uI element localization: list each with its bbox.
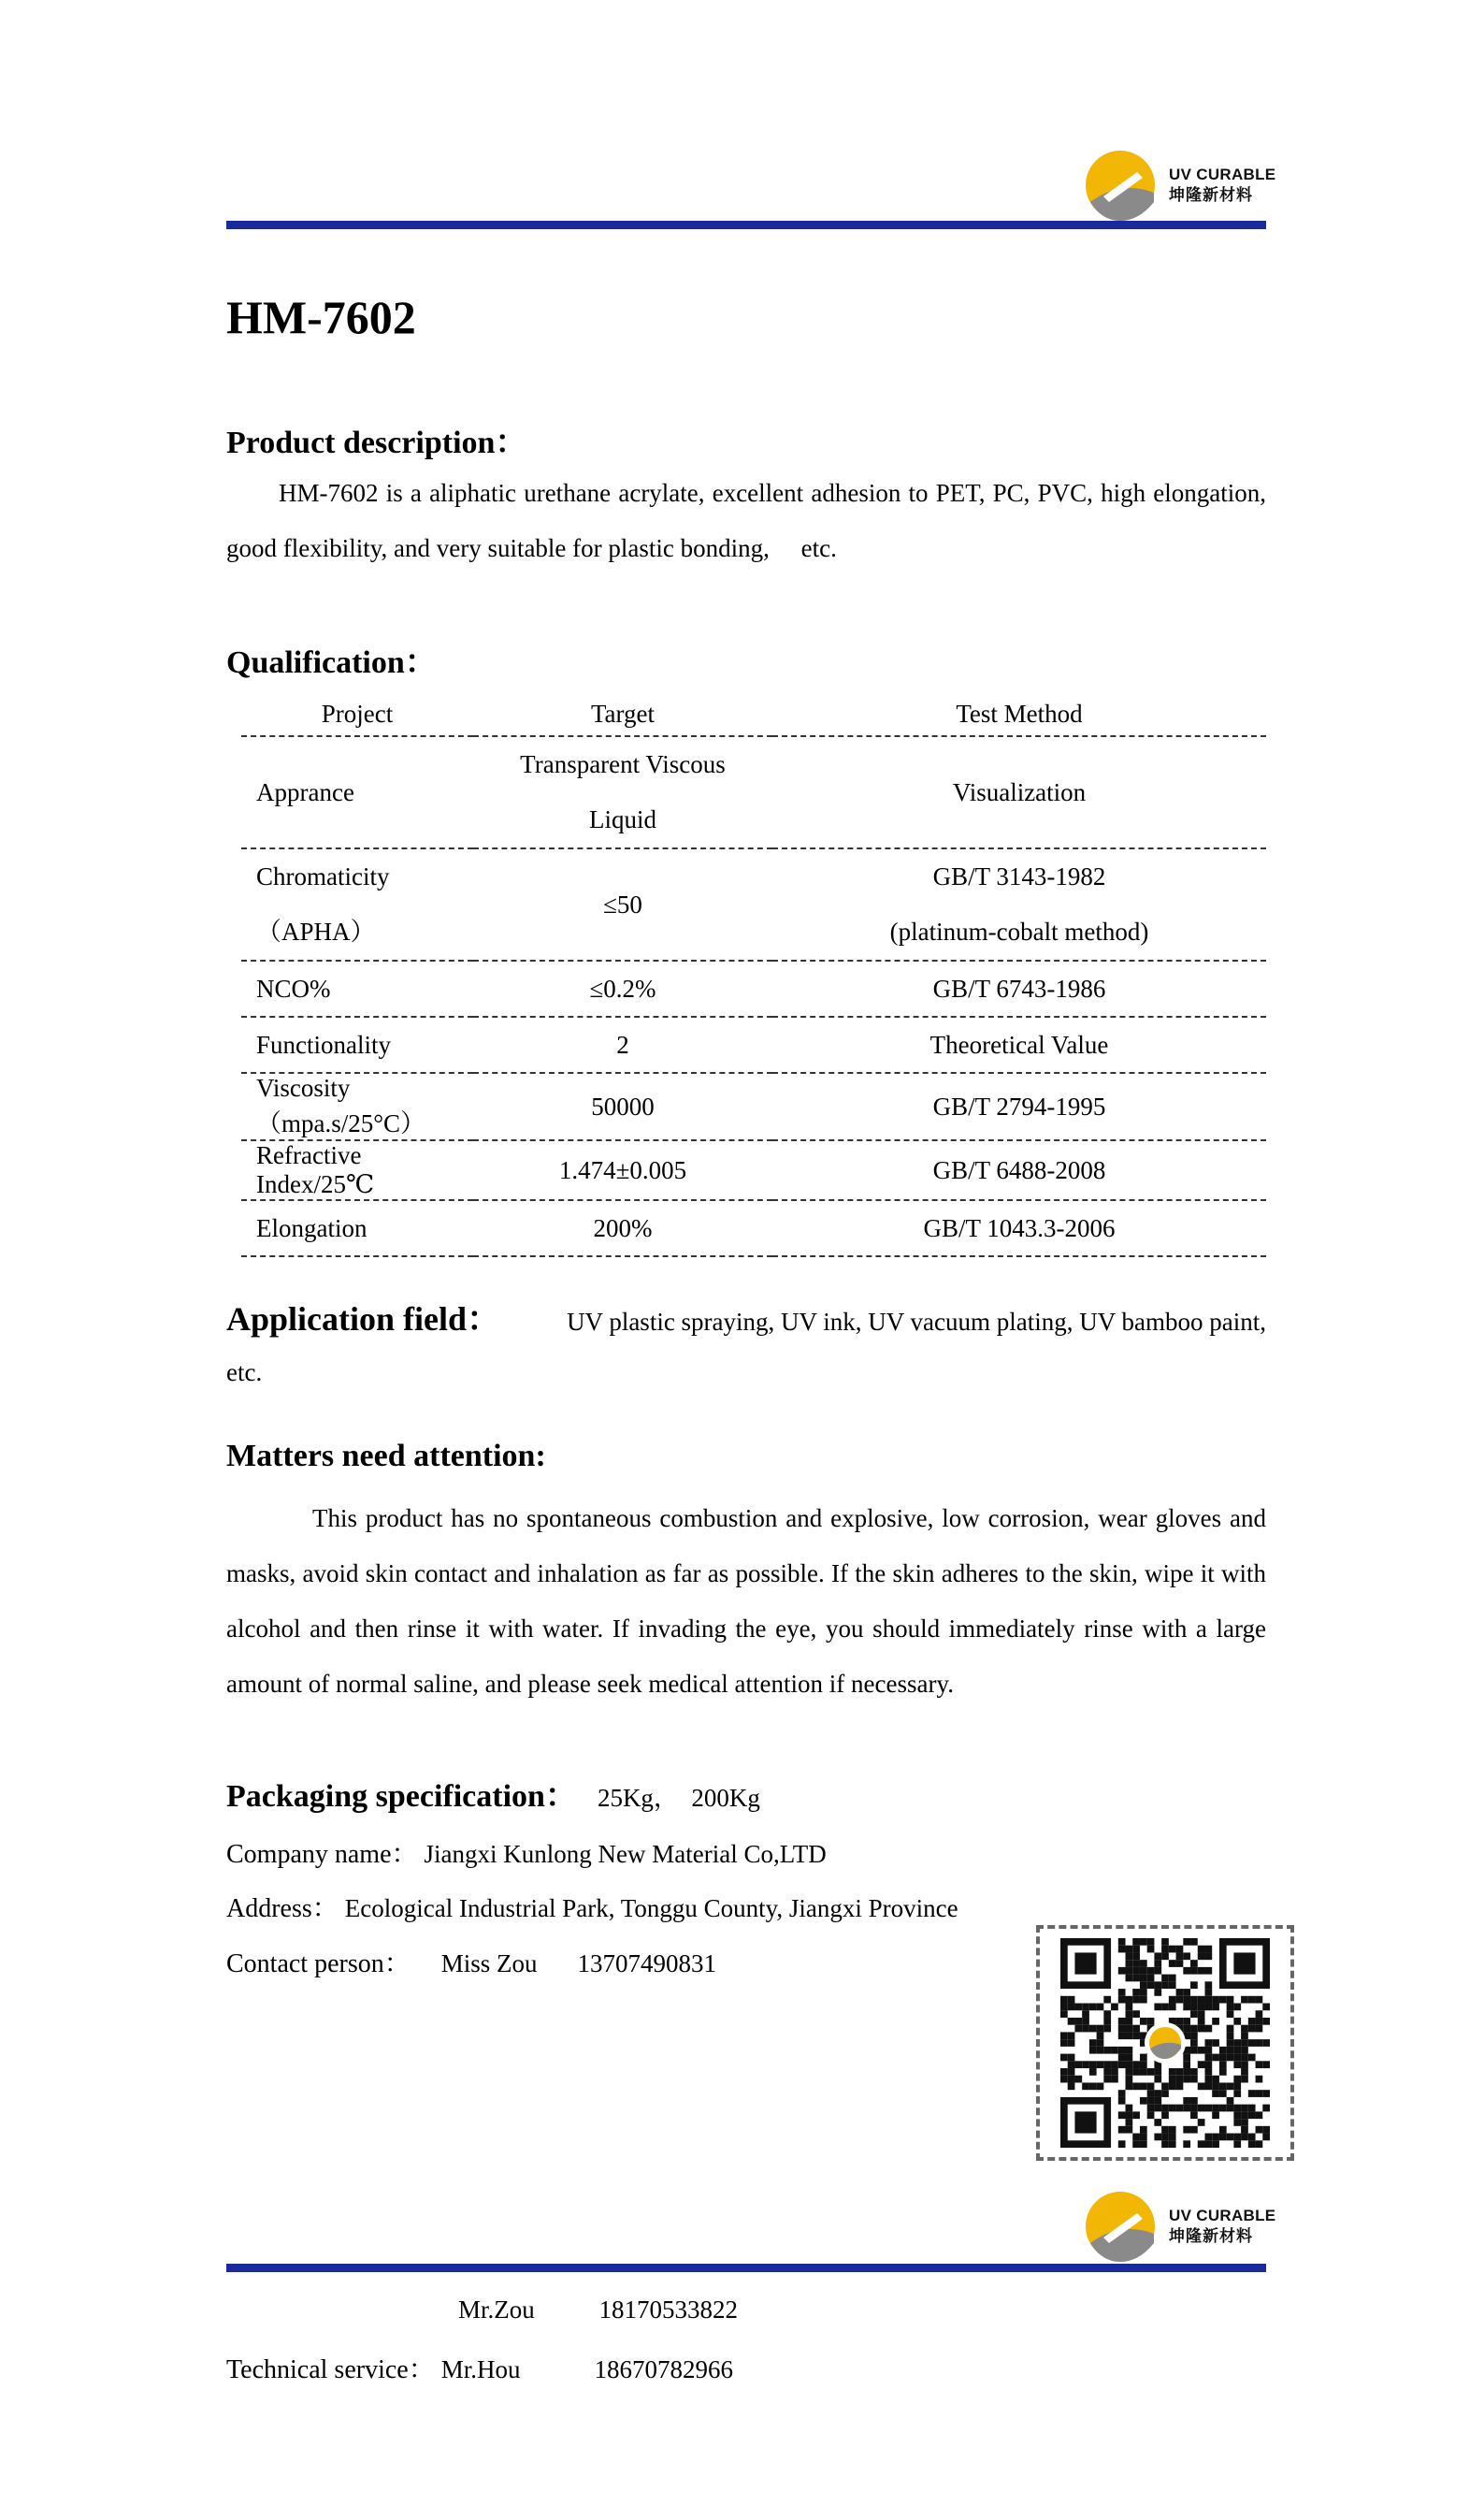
company-line xyxy=(226,1833,827,1871)
table-row xyxy=(241,1140,1266,1200)
attention-text: This product has no spontaneous combustion and explosive, low corrosion, wear gloves and masks, avoid skin contact and inhalation as far as possible. If the skin adheres to the skin, wipe it with alcohol and then rinse it with water. If invading the eye, you should immediately rinse with a large amount of normal saline, and please seek medical attention if necessary. xyxy=(226,1504,1266,1698)
column-header-project: Project xyxy=(241,692,473,736)
column-header-target: Target xyxy=(473,692,772,736)
technical-label: Technical service： xyxy=(226,2355,435,2384)
cell-method: GB/T 6488-2008 xyxy=(772,1140,1266,1200)
address-value: Ecological Industrial Park, Tonggu County, Jiangxi Province xyxy=(344,1894,958,1922)
footer-rule xyxy=(226,2264,1266,2272)
table-row xyxy=(241,1017,1266,1073)
cell-target: 200% xyxy=(473,1200,772,1256)
technical-phone: 18670782966 xyxy=(594,2355,733,2383)
application-heading: Application field： xyxy=(226,1300,501,1338)
header-logo xyxy=(1083,148,1275,223)
cell-method-line2: (platinum-cobalt method) xyxy=(889,918,1149,946)
cell-project: Elongation xyxy=(241,1200,473,1256)
application-text-end: etc. xyxy=(226,1358,263,1386)
cell-target xyxy=(473,736,772,848)
packaging-value: 25Kg， 200Kg xyxy=(597,1784,760,1812)
attention-heading: Matters need attention: xyxy=(226,1439,546,1473)
company-logo-icon xyxy=(1083,2189,1158,2264)
cell-project: Refractive Index/25℃ xyxy=(241,1140,473,1200)
packaging-line xyxy=(226,1770,760,1816)
technical-line xyxy=(226,2349,733,2386)
table-row xyxy=(241,848,1266,961)
cell-project: Apprance xyxy=(241,736,473,848)
qr-code xyxy=(1036,1925,1294,2161)
product-title: HM-7602 xyxy=(226,291,416,343)
cell-target: 2 xyxy=(473,1017,772,1073)
cell-project: Viscosity（mpa.s/25°C） xyxy=(241,1073,473,1140)
technical-name: Mr.Hou xyxy=(440,2355,521,2383)
qualification-table xyxy=(241,692,1266,1257)
cell-target-line1: Transparent Viscous xyxy=(520,750,726,778)
cell-method xyxy=(772,848,1266,961)
contact-label: Contact person： xyxy=(226,1949,411,1978)
contact-line xyxy=(226,1943,716,1980)
application-text: UV plastic spraying, UV ink, UV vacuum plating, UV bamboo paint, xyxy=(567,1308,1266,1336)
cell-method: GB/T 2794-1995 xyxy=(772,1073,1266,1140)
logo-text-cn: 坤隆新材料 xyxy=(1169,2227,1253,2245)
table-row xyxy=(241,736,1266,848)
cell-method: Visualization xyxy=(772,736,1266,848)
logo-text-en: UV CURABLE xyxy=(1169,2206,1276,2224)
footer-logo xyxy=(1083,2189,1275,2264)
description-text: HM-7602 is a aliphatic urethane acrylate, excellent adhesion to PET, PC, PVC, high elongation, good flexibility, and very suitable for plastic bonding, etc. xyxy=(226,479,1266,562)
cell-method: GB/T 6743-1986 xyxy=(772,961,1266,1017)
cell-target: ≤0.2% xyxy=(473,961,772,1017)
cell-method: GB/T 1043.3-2006 xyxy=(772,1200,1266,1256)
qr-code-icon xyxy=(1055,1938,1275,2148)
qualification-heading: Qualification： xyxy=(226,645,437,680)
technical-person-1 xyxy=(458,2296,738,2324)
cell-project: NCO% xyxy=(241,961,473,1017)
technical-phone: 18170533822 xyxy=(598,2296,739,2324)
cell-project: Chromaticity（APHA） xyxy=(241,848,473,961)
logo-text-cn: 坤隆新材料 xyxy=(1169,186,1253,204)
table-row xyxy=(241,1200,1266,1256)
logo-text-en: UV CURABLE xyxy=(1169,165,1276,183)
table-header-row xyxy=(241,692,1266,736)
contact-phone: 13707490831 xyxy=(577,1949,717,1977)
header-rule xyxy=(226,221,1266,229)
cell-method: Theoretical Value xyxy=(772,1017,1266,1073)
application-line xyxy=(226,1293,1266,1340)
cell-project: Functionality xyxy=(241,1017,473,1073)
company-logo-icon xyxy=(1083,148,1158,223)
cell-target: 1.474±0.005 xyxy=(473,1140,772,1200)
company-value: Jiangxi Kunlong New Material Co,LTD xyxy=(424,1840,827,1868)
table-row xyxy=(241,1073,1266,1140)
cell-method-line1: GB/T 3143-1982 xyxy=(932,862,1106,891)
packaging-heading: Packaging specification： xyxy=(226,1779,577,1814)
cell-target: 50000 xyxy=(473,1073,772,1140)
technical-name: Mr.Zou xyxy=(458,2296,535,2324)
address-line xyxy=(226,1888,958,1925)
cell-target-line2: Liquid xyxy=(589,805,656,833)
contact-name: Miss Zou xyxy=(440,1949,538,1977)
column-header-test-method: Test Method xyxy=(772,692,1266,736)
cell-target: ≤50 xyxy=(473,848,772,961)
description-heading: Product description： xyxy=(226,426,527,460)
company-label: Company name： xyxy=(226,1840,418,1869)
table-row xyxy=(241,961,1266,1017)
address-label: Address： xyxy=(226,1894,339,1923)
